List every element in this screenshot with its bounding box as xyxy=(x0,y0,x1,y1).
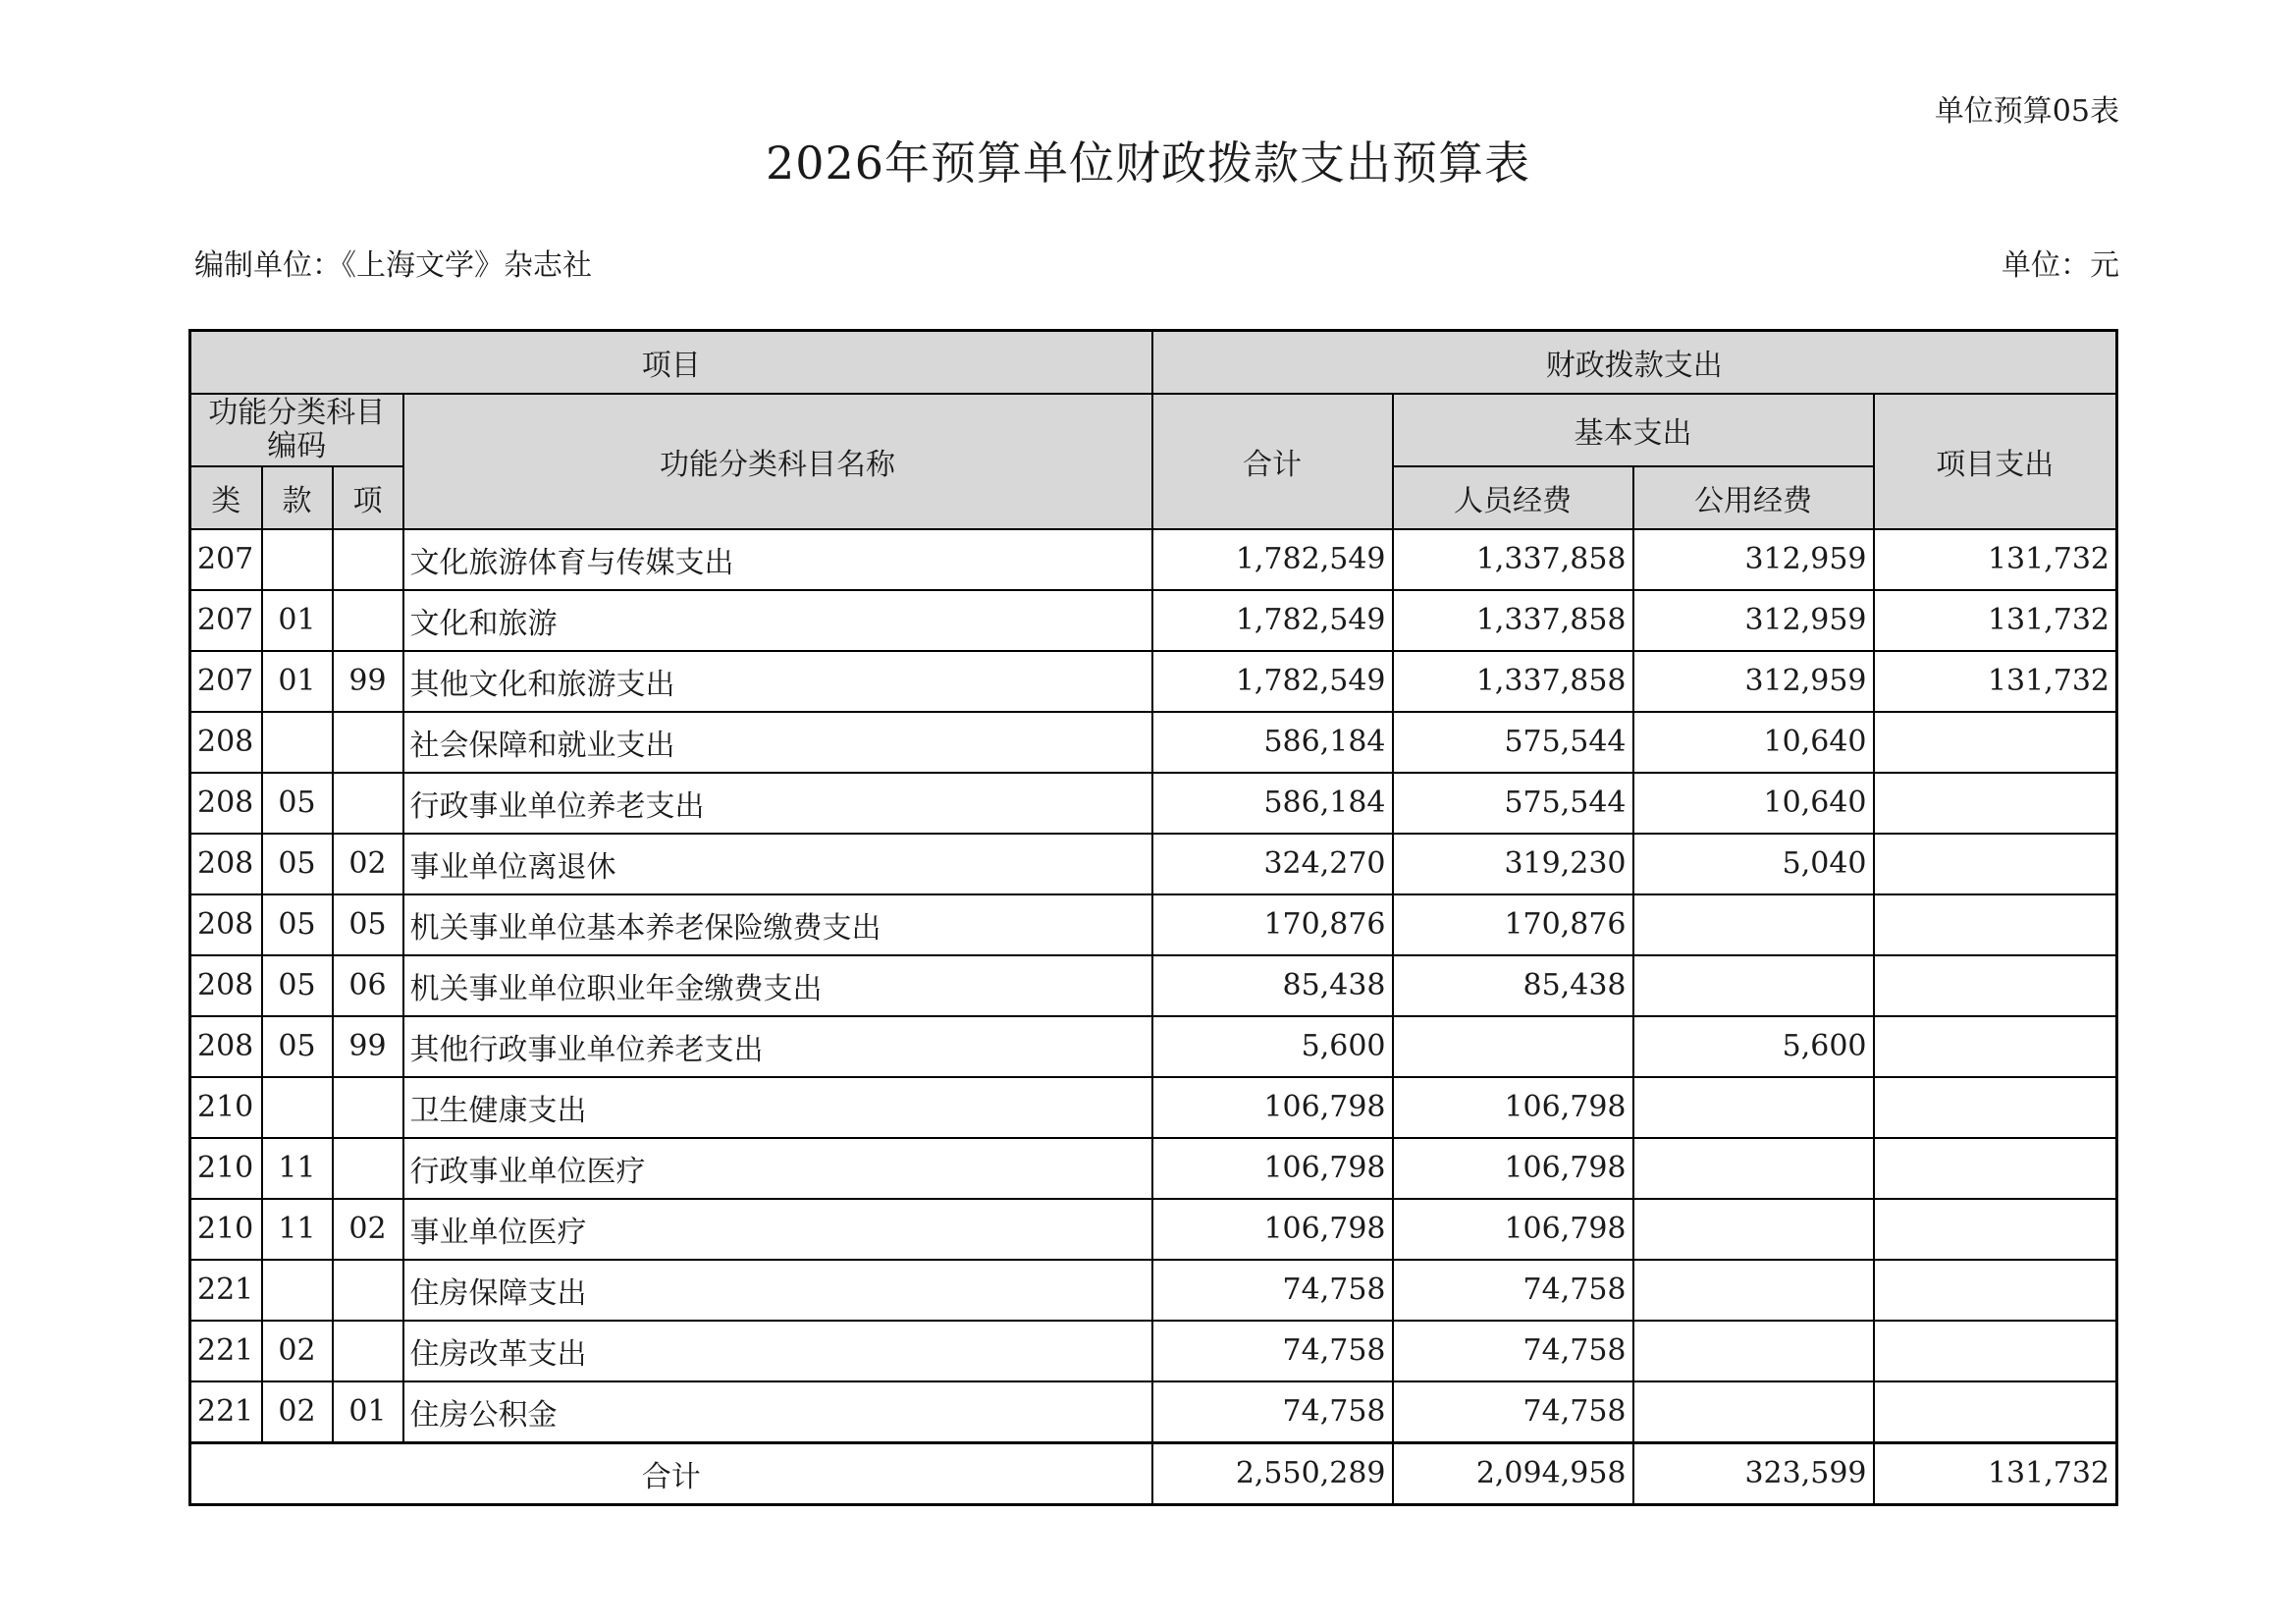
cell-subject-name: 事业单位医疗 xyxy=(403,1199,1152,1260)
cell-kuan xyxy=(262,529,333,590)
cell-xiang: 99 xyxy=(333,651,403,712)
cell-subject-name: 事业单位离退休 xyxy=(403,834,1152,894)
cell-project xyxy=(1874,1260,2117,1321)
cell-total: 5,600 xyxy=(1152,1016,1393,1077)
cell-lei: 210 xyxy=(190,1138,262,1199)
cell-xiang: 02 xyxy=(333,834,403,894)
cell-public xyxy=(1633,1077,1874,1138)
cell-personnel: 1,337,858 xyxy=(1393,529,1633,590)
cell-lei: 208 xyxy=(190,773,262,834)
cell-subject-name: 行政事业单位医疗 xyxy=(403,1138,1152,1199)
cell-personnel: 1,337,858 xyxy=(1393,651,1633,712)
table-row xyxy=(190,894,2117,955)
total-personnel: 2,094,958 xyxy=(1393,1442,1633,1504)
cell-total: 74,758 xyxy=(1152,1321,1393,1381)
cell-total: 586,184 xyxy=(1152,712,1393,773)
table-row xyxy=(190,1321,2117,1381)
cell-xiang xyxy=(333,529,403,590)
total-sum: 2,550,289 xyxy=(1152,1442,1393,1504)
cell-public xyxy=(1633,1138,1874,1199)
table-row xyxy=(190,590,2117,651)
cell-lei: 208 xyxy=(190,834,262,894)
cell-kuan: 11 xyxy=(262,1199,333,1260)
header-lei: 类 xyxy=(190,466,262,529)
header-subject-name: 功能分类科目名称 xyxy=(403,394,1152,529)
cell-kuan xyxy=(262,1260,333,1321)
cell-public xyxy=(1633,894,1874,955)
cell-total: 74,758 xyxy=(1152,1260,1393,1321)
cell-project: 131,732 xyxy=(1874,651,2117,712)
cell-personnel: 170,876 xyxy=(1393,894,1633,955)
cell-public: 312,959 xyxy=(1633,529,1874,590)
header-xiang: 项 xyxy=(333,466,403,529)
cell-subject-name: 其他行政事业单位养老支出 xyxy=(403,1016,1152,1077)
cell-lei: 210 xyxy=(190,1199,262,1260)
cell-total: 106,798 xyxy=(1152,1199,1393,1260)
cell-subject-name: 住房公积金 xyxy=(403,1381,1152,1443)
cell-xiang: 06 xyxy=(333,955,403,1016)
cell-subject-name: 卫生健康支出 xyxy=(403,1077,1152,1138)
total-label: 合计 xyxy=(190,1442,1152,1504)
cell-xiang: 01 xyxy=(333,1381,403,1443)
cell-public xyxy=(1633,1381,1874,1443)
cell-subject-name: 社会保障和就业支出 xyxy=(403,712,1152,773)
cell-subject-name: 住房改革支出 xyxy=(403,1321,1152,1381)
cell-total: 74,758 xyxy=(1152,1381,1393,1443)
cell-subject-name: 其他文化和旅游支出 xyxy=(403,651,1152,712)
cell-project xyxy=(1874,1077,2117,1138)
cell-personnel: 74,758 xyxy=(1393,1381,1633,1443)
cell-kuan xyxy=(262,712,333,773)
cell-kuan: 01 xyxy=(262,651,333,712)
cell-xiang: 99 xyxy=(333,1016,403,1077)
cell-xiang xyxy=(333,1260,403,1321)
cell-project xyxy=(1874,1381,2117,1443)
cell-kuan: 05 xyxy=(262,834,333,894)
table-row xyxy=(190,1381,2117,1443)
cell-project xyxy=(1874,712,2117,773)
cell-lei: 208 xyxy=(190,955,262,1016)
cell-personnel: 106,798 xyxy=(1393,1138,1633,1199)
cell-personnel: 85,438 xyxy=(1393,955,1633,1016)
cell-public xyxy=(1633,1321,1874,1381)
cell-lei: 221 xyxy=(190,1321,262,1381)
header-personnel-cost: 人员经费 xyxy=(1393,466,1633,529)
cell-personnel: 74,758 xyxy=(1393,1260,1633,1321)
cell-kuan: 05 xyxy=(262,894,333,955)
cell-public xyxy=(1633,1260,1874,1321)
cell-total: 85,438 xyxy=(1152,955,1393,1016)
table-row xyxy=(190,1260,2117,1321)
header-basic-expenditure: 基本支出 xyxy=(1393,394,1874,466)
cell-lei: 208 xyxy=(190,712,262,773)
cell-total: 1,782,549 xyxy=(1152,651,1393,712)
table-row xyxy=(190,1016,2117,1077)
cell-kuan: 01 xyxy=(262,590,333,651)
table-row xyxy=(190,529,2117,590)
cell-subject-name: 行政事业单位养老支出 xyxy=(403,773,1152,834)
table-body xyxy=(190,529,2117,1443)
cell-kuan: 05 xyxy=(262,955,333,1016)
cell-kuan: 02 xyxy=(262,1381,333,1443)
cell-personnel: 575,544 xyxy=(1393,712,1633,773)
header-total: 合计 xyxy=(1152,394,1393,529)
cell-subject-name: 机关事业单位职业年金缴费支出 xyxy=(403,955,1152,1016)
cell-project xyxy=(1874,1138,2117,1199)
cell-project xyxy=(1874,894,2117,955)
header-code-group: 功能分类科目编码 xyxy=(190,394,403,466)
cell-public: 10,640 xyxy=(1633,773,1874,834)
cell-personnel: 319,230 xyxy=(1393,834,1633,894)
cell-project xyxy=(1874,1199,2117,1260)
cell-total: 586,184 xyxy=(1152,773,1393,834)
cell-personnel: 106,798 xyxy=(1393,1199,1633,1260)
cell-xiang xyxy=(333,773,403,834)
header-fiscal-expenditure: 财政拨款支出 xyxy=(1152,331,2117,394)
cell-total: 106,798 xyxy=(1152,1138,1393,1199)
cell-personnel: 1,337,858 xyxy=(1393,590,1633,651)
table-row xyxy=(190,1077,2117,1138)
table-header xyxy=(190,331,2117,529)
cell-lei: 221 xyxy=(190,1260,262,1321)
cell-lei: 208 xyxy=(190,894,262,955)
table-row xyxy=(190,834,2117,894)
prepared-by-label: 编制单位：《上海文学》杂志社 xyxy=(194,248,592,283)
cell-public: 312,959 xyxy=(1633,590,1874,651)
cell-total: 106,798 xyxy=(1152,1077,1393,1138)
cell-kuan: 11 xyxy=(262,1138,333,1199)
cell-total: 1,782,549 xyxy=(1152,590,1393,651)
cell-lei: 207 xyxy=(190,590,262,651)
total-project: 131,732 xyxy=(1874,1442,2117,1504)
header-project: 项目 xyxy=(190,331,1152,394)
cell-public: 5,600 xyxy=(1633,1016,1874,1077)
cell-public: 10,640 xyxy=(1633,712,1874,773)
cell-personnel: 106,798 xyxy=(1393,1077,1633,1138)
total-row xyxy=(190,1442,2117,1504)
header-project-expenditure: 项目支出 xyxy=(1874,394,2117,529)
cell-lei: 208 xyxy=(190,1016,262,1077)
table-row xyxy=(190,712,2117,773)
cell-public xyxy=(1633,955,1874,1016)
cell-total: 324,270 xyxy=(1152,834,1393,894)
cell-xiang: 02 xyxy=(333,1199,403,1260)
budget-table xyxy=(188,329,2118,1506)
cell-xiang: 05 xyxy=(333,894,403,955)
cell-project xyxy=(1874,773,2117,834)
cell-personnel: 575,544 xyxy=(1393,773,1633,834)
cell-subject-name: 住房保障支出 xyxy=(403,1260,1152,1321)
cell-project xyxy=(1874,1321,2117,1381)
cell-xiang xyxy=(333,1321,403,1381)
cell-xiang xyxy=(333,1138,403,1199)
cell-project xyxy=(1874,1016,2117,1077)
table-footer xyxy=(190,1442,2117,1504)
cell-project xyxy=(1874,955,2117,1016)
total-public: 323,599 xyxy=(1633,1442,1874,1504)
header-public-cost: 公用经费 xyxy=(1633,466,1874,529)
cell-project: 131,732 xyxy=(1874,529,2117,590)
page-title: 2026年预算单位财政拨款支出预算表 xyxy=(765,136,1531,189)
cell-public xyxy=(1633,1199,1874,1260)
currency-unit-label: 单位：元 xyxy=(2002,248,2119,283)
header-kuan: 款 xyxy=(262,466,333,529)
cell-total: 170,876 xyxy=(1152,894,1393,955)
cell-lei: 221 xyxy=(190,1381,262,1443)
cell-lei: 207 xyxy=(190,529,262,590)
cell-lei: 210 xyxy=(190,1077,262,1138)
table-row xyxy=(190,773,2117,834)
cell-xiang xyxy=(333,590,403,651)
table-row xyxy=(190,955,2117,1016)
cell-personnel: 74,758 xyxy=(1393,1321,1633,1381)
cell-kuan: 02 xyxy=(262,1321,333,1381)
cell-subject-name: 文化和旅游 xyxy=(403,590,1152,651)
cell-project: 131,732 xyxy=(1874,590,2117,651)
cell-kuan: 05 xyxy=(262,773,333,834)
cell-xiang xyxy=(333,712,403,773)
cell-kuan: 05 xyxy=(262,1016,333,1077)
table-row xyxy=(190,1138,2117,1199)
table-row xyxy=(190,651,2117,712)
cell-subject-name: 机关事业单位基本养老保险缴费支出 xyxy=(403,894,1152,955)
cell-xiang xyxy=(333,1077,403,1138)
cell-project xyxy=(1874,834,2117,894)
form-number: 单位预算05表 xyxy=(1934,94,2119,129)
cell-public: 5,040 xyxy=(1633,834,1874,894)
cell-public: 312,959 xyxy=(1633,651,1874,712)
cell-subject-name: 文化旅游体育与传媒支出 xyxy=(403,529,1152,590)
cell-lei: 207 xyxy=(190,651,262,712)
table-row xyxy=(190,1199,2117,1260)
cell-total: 1,782,549 xyxy=(1152,529,1393,590)
cell-kuan xyxy=(262,1077,333,1138)
cell-personnel xyxy=(1393,1016,1633,1077)
